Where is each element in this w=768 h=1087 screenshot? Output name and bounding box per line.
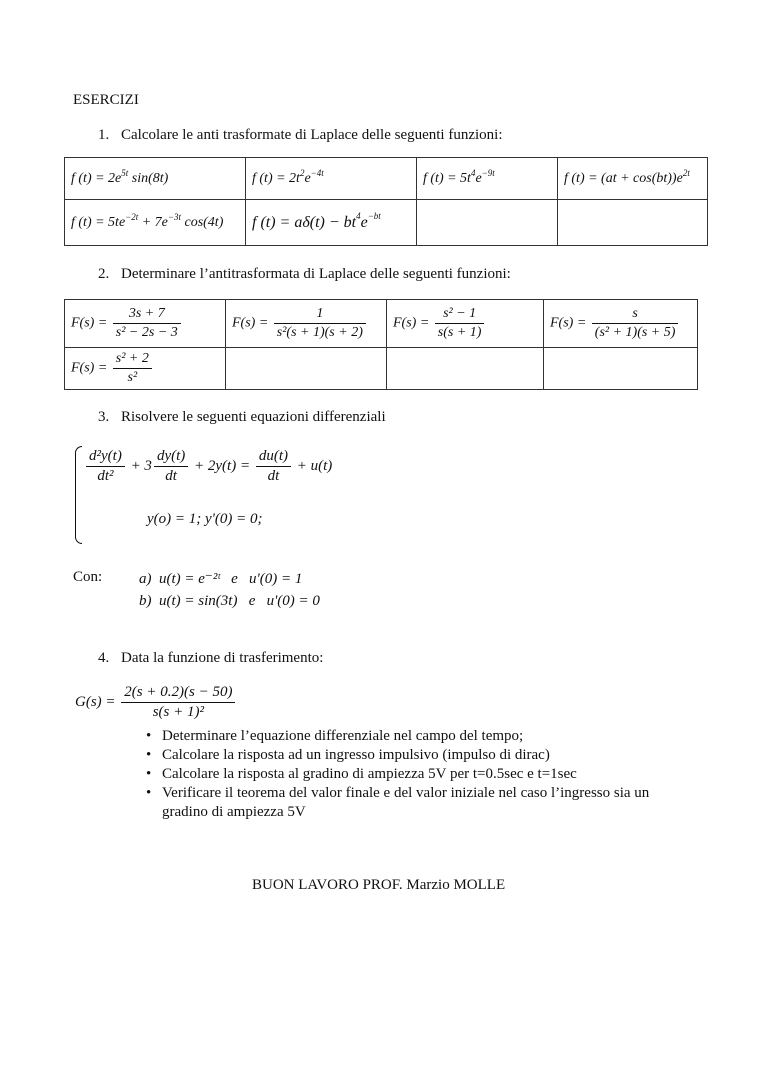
exercise-text: Calcolare le anti trasformate di Laplace delle seguenti funzioni: [121,127,503,143]
empty-cell [387,348,544,390]
system-brace [75,446,82,544]
case-b: b) u(t) = sin(3t) e u'(0) = 0 [139,593,320,609]
function-cell: F(s) = $\frac{s}{\text{(s² + 1)(s + 5)}}$ [544,300,698,348]
fraction: $\frac{1}{\text{s²(s + 1)(s + 2)}}$ [274,306,366,341]
exercise-text: Risolvere le seguenti equazioni differenziali [121,409,386,425]
exercise-2-heading [98,266,511,283]
fraction: $\frac{2(s + 0.2)(s - 50)}{\text{s(s + 1)²}}$ [121,684,235,721]
exercise-text: Data la funzione di trasferimento: [121,650,324,666]
exercise-number: 4. [98,650,110,666]
function-cell: f $(t) = 5t^4e^{-9t}$ [417,158,558,200]
function-cell: f $(t) = a\delta(t) - bt^4e^{-bt}$ [246,200,417,246]
initial-conditions: y(o) = 1; y'(0) = 0; [147,511,263,527]
page-title: ESERCIZI [73,92,139,108]
function-cell: f $(t) = 5te^{-2t} + 7e^{-3t}$ cos(4t) [65,200,246,246]
transfer-function: G(s) = $\frac{2(s + 0.2)(s - 50)}{\text{s(s + 1)²}}$ [75,684,237,721]
fraction: $\frac{s}{\text{(s² + 1)(s + 5)}}$ [592,306,679,341]
antitransform-table [64,299,698,390]
function-cell: f $(t) = (at + \cos(bt))e^{2t}$ [558,158,708,200]
list-item: • Determinare l’equazione differenziale nel campo del tempo; [146,727,676,746]
con-label: Con: [73,569,103,585]
fraction: $\frac{\text{s² + 2}}{\text{s²}}$ [113,351,152,386]
fraction: $\frac{3s + 7}{\text{s² − 2s − 3}}$ [113,306,181,341]
table-row [65,300,698,348]
laplace-inverse-table [64,157,708,246]
exercise-number: 1. [98,127,110,143]
differential-equation: $\frac{\text{d²y(t)}}{\text{dt²}}$ + 3 $\frac{dy(t)}{dt}$ + 2y(t) = $\frac{du(t)}{dt}$ + u(t) [84,448,332,485]
function-cell: F(s) = $\frac{1}{\text{s²(s + 1)(s + 2)}}$ [226,300,387,348]
task-list [146,727,676,822]
exercise-text: Determinare l’antitrasformata di Laplace delle seguenti funzioni: [121,266,511,282]
function-cell: F(s) = $\frac{\text{s² − 1}}{s(s + 1)}$ [387,300,544,348]
table-row [65,158,708,200]
exercise-3-heading [98,409,386,426]
empty-cell [558,200,708,246]
list-item: • Calcolare la risposta al gradino di ampiezza 5V per t=0.5sec e t=1sec [146,765,676,784]
list-item: • Calcolare la risposta ad un ingresso impulsivo (impulso di dirac) [146,746,676,765]
function-cell: f $(t) = 2t^2e^{-4t}$ [246,158,417,200]
empty-cell [544,348,698,390]
empty-cell [417,200,558,246]
exercise-1-heading [98,127,503,144]
exercise-number: 3. [98,409,110,425]
case-a: a) u(t) = e⁻²ᵗ e u'(0) = 1 [139,571,303,587]
function-cell: F(s) = $\frac{\text{s² + 2}}{\text{s²}}$ [65,348,226,390]
fraction: $\frac{\text{s² − 1}}{s(s + 1)}$ [435,306,485,341]
exercise-4-heading [98,650,323,667]
function-cell: F(s) = $\frac{3s + 7}{\text{s² − 2s − 3}}$ [65,300,226,348]
exercise-number: 2. [98,266,110,282]
table-row [65,200,708,246]
list-item: • Verificare il teorema del valor finale e del valor iniziale nel caso l’ingresso sia un gradino di ampiezza 5V [146,784,676,822]
footer-signature: BUON LAVORO PROF. Marzio MOLLE [252,877,506,893]
empty-cell [226,348,387,390]
table-row [65,348,698,390]
function-cell: f $(t) = 2e^{5t}$ sin(8t) [65,158,246,200]
